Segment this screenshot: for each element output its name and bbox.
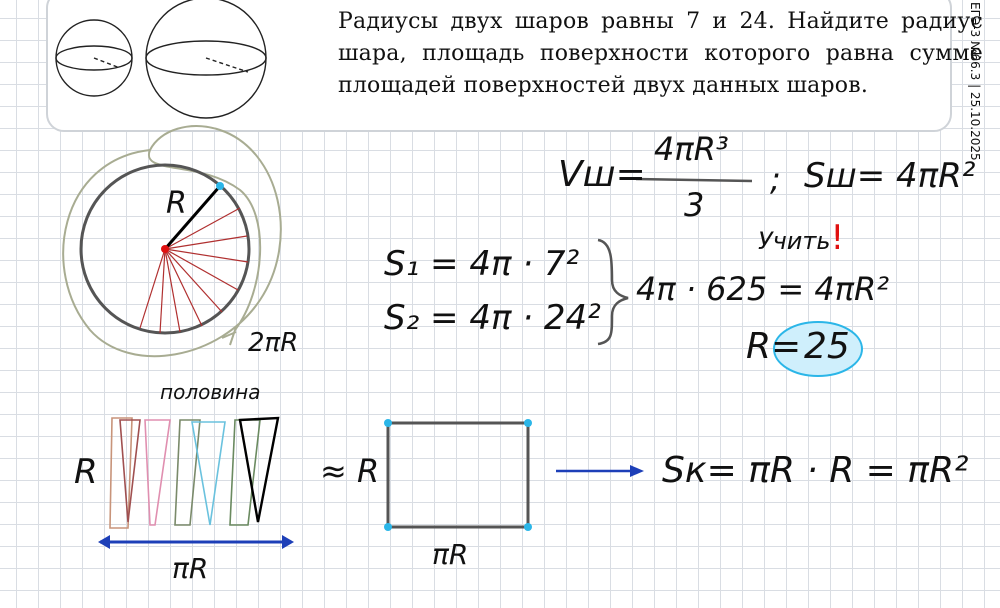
circle-radius-label: R	[166, 186, 187, 221]
width-arrow	[98, 535, 294, 549]
problem-statement: Радиусы двух шаров равны 7 и 24. Найдите радиус шара, площадь поверхности которого равна сумме площадей поверхностей двух данных шаров.	[338, 9, 983, 98]
answer-prefix: R=	[746, 326, 802, 367]
s1-formula: S₁ = 4π · 7²	[384, 244, 580, 284]
center-dot	[161, 245, 169, 253]
rect-width-label: πR	[432, 538, 469, 571]
result-arrow	[556, 465, 644, 477]
radius-end-dot	[216, 182, 224, 190]
source-label: ЕГЭ-3 №66.3 | 25.10.2025	[968, 2, 982, 161]
volume-lhs: Vш=	[558, 154, 646, 195]
approx-label: ≈ R	[320, 452, 380, 490]
volume-numerator: 4πR³	[654, 130, 729, 168]
red-radii	[140, 208, 248, 333]
fraction-bar	[636, 179, 752, 181]
rectangle-area-formula: Sк= πR · R = πR²	[662, 450, 969, 491]
sum-equation: 4π · 625 = 4πR²	[636, 270, 890, 308]
surface-formula: Sш= 4πR²	[804, 156, 976, 196]
answer-value: 25	[804, 326, 850, 367]
circumference-label: 2πR	[248, 328, 299, 358]
strip-width-label: πR	[172, 552, 209, 585]
half-label: половина	[160, 380, 261, 404]
strip-height-label: R	[74, 452, 98, 492]
curly-brace	[598, 240, 628, 344]
s2-formula: S₂ = 4π · 24²	[384, 298, 601, 338]
learn-note: Учить!	[758, 218, 845, 258]
rectangle	[388, 423, 528, 527]
learn-mark: !	[830, 218, 845, 258]
volume-denominator: 3	[684, 186, 705, 224]
triangle-strip	[110, 418, 278, 528]
semicolon: ;	[770, 160, 781, 198]
